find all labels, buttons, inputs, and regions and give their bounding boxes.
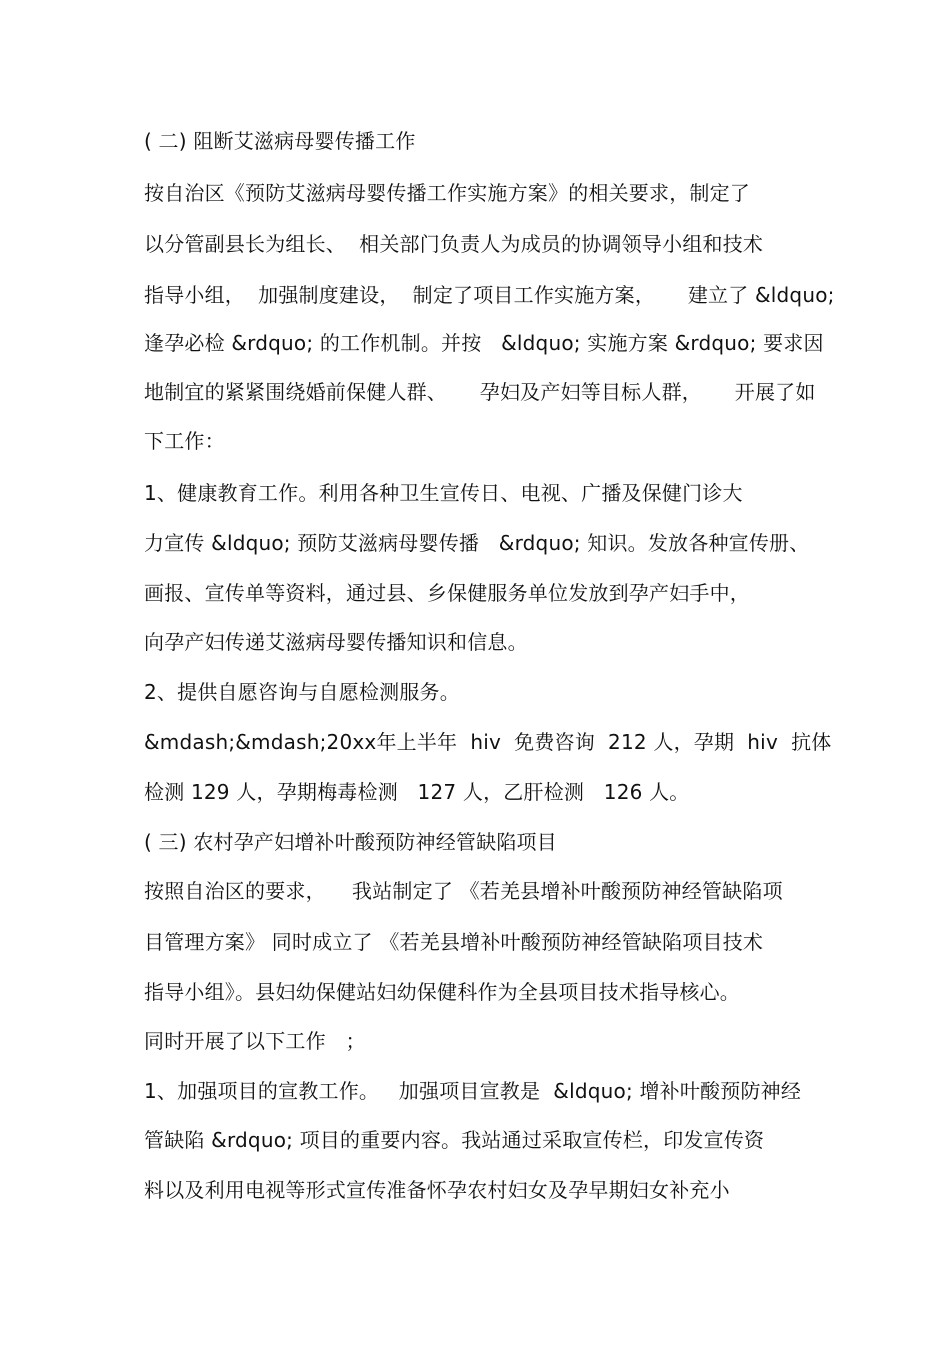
paragraph-line: 按自治区《预防艾滋病母婴传播工作实施方案》的相关要求，制定了	[144, 181, 750, 205]
section-heading-3: ( 三) 农村孕产妇增补叶酸预防神经管缺陷项目	[144, 830, 557, 854]
paragraph-line: 检测 129 人，孕期梅毒检测 127 人，乙肝检测 126 人。	[144, 780, 690, 804]
list-item-line: 2、提供自愿咨询与自愿检测服务。	[144, 680, 460, 704]
list-item-line: 1、健康教育工作。利用各种卫生宣传日、电视、广播及保健门诊大	[144, 481, 743, 505]
paragraph-line: 画报、宣传单等资料，通过县、乡保健服务单位发放到孕产妇手中，	[144, 581, 750, 605]
paragraph-line: 以分管副县长为组长、 相关部门负责人为成员的协调领导小组和技术	[144, 232, 764, 256]
paragraph-line: 向孕产妇传递艾滋病母婴传播知识和信息。	[144, 630, 528, 654]
section-heading-2: ( 二) 阻断艾滋病母婴传播工作	[144, 129, 416, 153]
paragraph-line: 管缺陷 &rdquo; 项目的重要内容。我站通过采取宣传栏，印发宣传资	[144, 1128, 765, 1152]
paragraph-line: 目管理方案》 同时成立了 《若羌县增补叶酸预防神经管缺陷项目技术	[144, 930, 764, 954]
paragraph-line: 按照自治区的要求， 我站制定了 《若羌县增补叶酸预防神经管缺陷项	[144, 879, 783, 903]
paragraph-line: 下工作：	[144, 429, 225, 453]
paragraph-line: 逢孕必检 &rdquo; 的工作机制。并按 &ldquo; 实施方案 &rdquo; 要求因	[144, 331, 824, 355]
list-item-line: 1、加强项目的宣教工作。 加强项目宣教是 &ldquo; 增补叶酸预防神经	[144, 1079, 802, 1103]
paragraph-line: &mdash;&mdash;20xx年上半年 hiv 免费咨询 212 人，孕期 hiv 抗体	[144, 730, 832, 754]
paragraph-line: 指导小组》。县妇幼保健站妇幼保健科作为全县项目技术指导核心。	[144, 980, 740, 1004]
paragraph-line: 指导小组， 加强制度建设， 制定了项目工作实施方案， 建立了 &ldquo;	[144, 283, 835, 307]
paragraph-line: 力宣传 &ldquo; 预防艾滋病母婴传播 &rdquo; 知识。发放各种宣传册、	[144, 531, 810, 555]
paragraph-line: 同时开展了以下工作 ；	[144, 1029, 366, 1053]
paragraph-line: 料以及利用电视等形式宣传准备怀孕农村妇女及孕早期妇女补充小	[144, 1178, 730, 1202]
paragraph-line: 地制宜的紧紧围绕婚前保健人群、 孕妇及产妇等目标人群， 开展了如	[144, 380, 816, 404]
